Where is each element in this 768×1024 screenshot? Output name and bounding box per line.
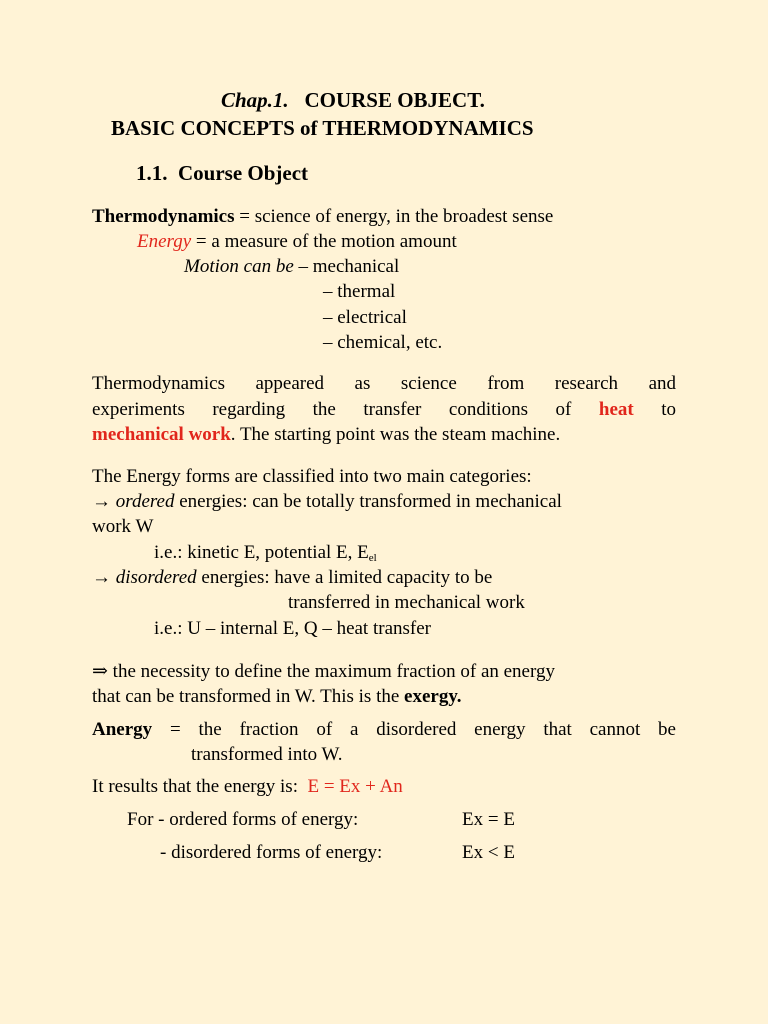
paragraph-line xyxy=(92,423,560,447)
disordered-term: disordered xyxy=(115,567,197,588)
implies-icon: ⇒ xyxy=(92,661,108,682)
result-line xyxy=(92,775,403,799)
ordered-examples xyxy=(154,541,377,565)
thermodynamics-definition-text: = science of energy, in the broadest sense xyxy=(234,206,554,227)
energy-definition xyxy=(137,230,457,254)
exergy-term: exergy. xyxy=(404,686,462,707)
chapter-subtitle: BASIC CONCEPTS of THERMODYNAMICS xyxy=(111,116,534,140)
chapter-number: Chap.1. xyxy=(221,88,289,112)
thermodynamics-definition xyxy=(92,205,553,229)
exergy-text: that can be transformed in W. This is the xyxy=(92,686,405,707)
chapter-title-line xyxy=(221,88,485,112)
anergy-term: Anergy xyxy=(92,719,153,740)
disordered-examples: i.e.: U – internal E, Q – heat transfer xyxy=(154,618,431,639)
anergy-line xyxy=(92,718,676,742)
disordered-energies-line xyxy=(92,566,492,590)
section-title: Course Object xyxy=(178,161,309,185)
energy-forms-intro: The Energy forms are classified into two main categories: xyxy=(92,466,532,487)
disordered-forms-value: Ex < E xyxy=(462,842,515,863)
motion-line xyxy=(184,255,399,279)
paragraph-text: to xyxy=(661,399,676,420)
subscript: el xyxy=(368,552,377,564)
motion-item: – chemical, etc. xyxy=(323,332,443,353)
section-number: 1.1. xyxy=(136,161,168,185)
motion-item: – mechanical xyxy=(298,256,400,277)
ordered-continuation: work W xyxy=(92,516,154,537)
motion-item: – electrical xyxy=(323,307,407,328)
chapter-title: COURSE OBJECT. xyxy=(304,88,485,112)
thermodynamics-term: Thermodynamics xyxy=(92,206,235,227)
paragraph-line xyxy=(92,398,676,422)
paragraph-line: Thermodynamics appeared as science from research and xyxy=(92,373,676,394)
section-heading xyxy=(136,161,308,185)
arrow-icon: → xyxy=(92,491,111,512)
ordered-text: energies: can be totally transformed in mechanical xyxy=(174,491,562,512)
arrow-icon: → xyxy=(92,567,111,588)
motion-label: Motion can be xyxy=(184,256,294,277)
ordered-forms-label: For - ordered forms of energy: xyxy=(127,809,359,830)
anergy-text: = the fraction of a disordered energy that cannot be xyxy=(169,719,676,740)
energy-definition-text: = a measure of the motion amount xyxy=(191,231,457,252)
exergy-line xyxy=(92,660,555,684)
disordered-text: energies: have a limited capacity to be xyxy=(196,567,493,588)
ordered-forms-value: Ex = E xyxy=(462,809,515,830)
disordered-forms-label: - disordered forms of energy: xyxy=(160,842,383,863)
mechanical-work-term: mechanical work xyxy=(92,424,231,445)
result-text: It results that the energy is: xyxy=(92,776,298,797)
disordered-continuation: transferred in mechanical work xyxy=(288,592,525,613)
paragraph-text: experiments regarding the transfer conditions of xyxy=(92,399,572,420)
ordered-examples-text: i.e.: kinetic E, potential E, E xyxy=(154,542,369,563)
exergy-line xyxy=(92,685,462,709)
anergy-continuation: transformed into W. xyxy=(191,744,343,765)
ordered-term: ordered xyxy=(115,491,175,512)
energy-formula: E = Ex + An xyxy=(307,776,403,797)
energy-term: Energy xyxy=(137,231,192,252)
exergy-text: the necessity to define the maximum fraction of an energy xyxy=(107,661,555,682)
heat-term: heat xyxy=(598,399,634,420)
ordered-energies-line xyxy=(92,490,562,514)
paragraph-text: . The starting point was the steam machine. xyxy=(230,424,561,445)
motion-item: – thermal xyxy=(323,281,396,302)
